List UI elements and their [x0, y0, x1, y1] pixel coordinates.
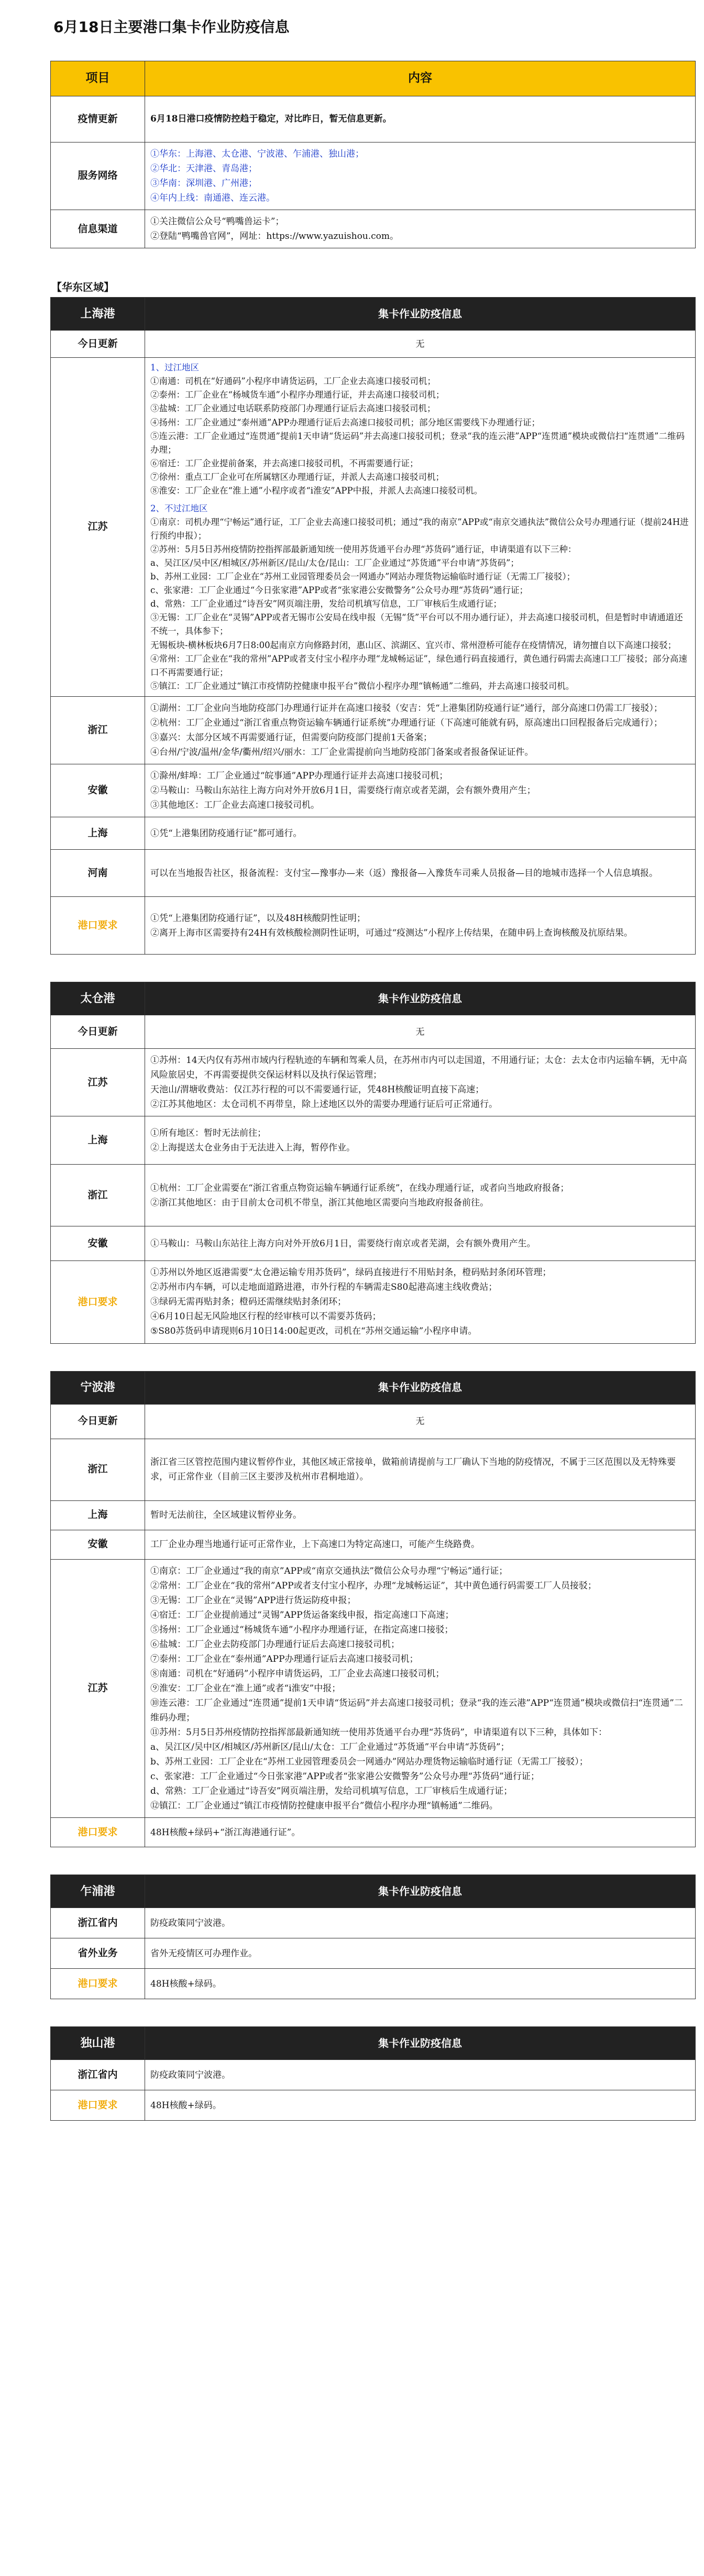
shanghai-info	[145, 1116, 696, 1165]
port-header: 集卡作业防疫信息	[145, 1371, 696, 1404]
info-line: ⑤扬州：工厂企业通过“杨城货车通”小程序办理通行证，在指定高速口接驳；	[150, 1624, 454, 1635]
row-label: 浙江	[51, 1439, 145, 1500]
row-value: 防疫政策同宁波港。	[145, 2060, 696, 2090]
zhejiang-info: 浙江省三区管控范围内建议暂停作业，其他区域正常接单，做箱前请提前与工厂确认下当地的防疫情况，不属于三区范围以及无特殊要求，可正常作业（目前三区主要涉及杭州市君桐地道）。	[145, 1439, 696, 1500]
info-line: ②马鞍山：马鞍山东站往上海方向对外开放6月1日，需要绕行南京或者芜湖，会有额外费用产生；	[150, 785, 536, 796]
info-line: ④常州：工厂企业在“我的常州”APP或者支付宝小程序办理“龙城畅运证”，绿色通行码直接通行，黄色通行码需去高速口工厂接驳；部分高速口不再需要通行证；	[150, 653, 687, 677]
summary-table	[50, 61, 696, 248]
info-line: a、吴江区/吴中区/相城区/苏州新区/昆山/太仓/昆山：工厂企业通过“苏货通”平台申请“苏货码”；	[150, 558, 519, 568]
zhejiang-info	[145, 696, 696, 764]
info-line: ⑥宿迁：工厂企业提前备案，并去高速口接驳司机，不再需要通行证；	[150, 458, 419, 468]
info-line: ④台州/宁波/温州/金华/衢州/绍兴/丽水：工厂企业需提前向当地防疫部门备案或者报备保证证件。	[150, 747, 534, 758]
row-value: 省外无疫情区可办理作业。	[145, 1938, 696, 1969]
summary-label-channel: 信息渠道	[51, 210, 145, 248]
info-line: d、常熟：工厂企业通过“诗吾安”网页端注册，发给司机填写信息，工厂审核后生成通行证；	[150, 1786, 513, 1797]
info-line: ④扬州：工厂企业通过“泰州通”APP办理通行证后去高速口接驳司机；部分地区需要线下办理通行证；	[150, 417, 540, 427]
port-requirement-info	[145, 1261, 696, 1343]
anhui-info: 工厂企业办理当地通行证可正常作业，上下高速口为特定高速口，可能产生绕路费。	[145, 1530, 696, 1559]
channel-line: ①关注微信公众号“鸭嘴兽运卡”；	[150, 216, 284, 227]
row-value: 48H核酸+绿码。	[145, 1969, 696, 1999]
info-line: ⑧淮安：工厂企业在“淮上通”小程序或者“i淮安”APP中报，并派人去高速口接驳司机。	[150, 485, 483, 496]
summary-value-network	[145, 142, 696, 210]
info-line: ②泰州：工厂企业在“杨城货车通”小程序办理通行证，并去高速口接驳司机；	[150, 390, 445, 400]
info-line: ③嘉兴：太部分区域不再需要通行证，但需要向防疫部门提前1天备案；	[150, 732, 432, 743]
henan-info: 可以在当地报告社区，报备流程：支付宝—豫事办—来（返）豫报备—入豫货车司乘人员报备—目的地城市选择一个人信息填报。	[145, 850, 696, 897]
row-label: 省外业务	[51, 1938, 145, 1969]
row-label: 浙江省内	[51, 1908, 145, 1938]
row-label: 上海	[51, 817, 145, 850]
info-line: d、常熟：工厂企业通过“诗吾安”网页端注册，发给司机填写信息，工厂审核后生成通行证；	[150, 599, 502, 609]
info-line: ⑤S80苏货码申请现则6月10日14:00起更改，司机在“苏州交通运输”小程序申请。	[150, 1326, 477, 1337]
info-line: 无锡板块-横林板块6月7日8:00起南京方向修路封闭，惠山区、滨湖区、宜兴市、常州澄桥可能存在疫情情况，请勿擅自以下高速口接驳；	[150, 640, 677, 650]
port-header: 集卡作业防疫信息	[145, 982, 696, 1015]
info-line: ⑫镇江：工厂企业通过“镇江市疫情防控健康申报平台”微信小程序办理“镇畅通”二维码。	[150, 1801, 498, 1812]
port-requirement-label: 港口要求	[51, 2090, 145, 2121]
port-requirement-label: 港口要求	[51, 1261, 145, 1343]
info-line: ⑩连云港：工厂企业通过“连贯通”提前1天申请“货运码”并去高速口接驳司机；登录“我的连云港”APP“连贯通”模块或微信扫“连贯通”二维码办理；	[150, 1697, 683, 1723]
network-line: ④年内上线：南通港、连云港。	[150, 193, 275, 204]
ningbo-port-table	[50, 1371, 696, 1848]
info-line: b、苏州工业园：工厂企业在“苏州工业园管理委员会一网通办”网站办理货物运输临时通行证（无需工厂接驳）；	[150, 1757, 588, 1768]
row-label: 江苏	[51, 1559, 145, 1818]
info-line: ②江苏其他地区：太仓司机不再带皇，除上述地区以外的需要办理通行证后可正常通行。	[150, 1099, 498, 1110]
info-line: ②苏州：5月5日苏州疫情防控指挥部最新通知统一使用苏货通平台办理“苏货码”通行证，申请渠道有以下三种：	[150, 544, 577, 555]
channel-line[interactable]: ②登陆“鸭嘴兽官网”，网址：https://www.yazuishou.com。	[150, 231, 399, 242]
info-line: ③盐城：工厂企业通过电话联系防疫部门办理通行证后去高速口接驳司机；	[150, 403, 436, 414]
dushan-port-table	[50, 2026, 696, 2121]
jiangsu-info	[145, 1049, 696, 1116]
info-line: ①所有地区：暂时无法前往；	[150, 1127, 266, 1138]
port-name: 乍浦港	[51, 1875, 145, 1908]
today-update-value: 无	[145, 1404, 696, 1439]
row-label: 安徽	[51, 764, 145, 817]
row-label: 河南	[51, 850, 145, 897]
row-label: 江苏	[51, 1049, 145, 1116]
info-line: ①湖州：工厂企业向当地防疫部门办理通行证并在高速口接驳（安吉：凭“上港集团防疫通行证”通行，部分高速口仍需工厂接驳）；	[150, 703, 663, 714]
row-label: 浙江	[51, 696, 145, 764]
port-requirement-label: 港口要求	[51, 1818, 145, 1847]
shanghai-info: 暂时无法前往，全区域建议暂停业务。	[145, 1500, 696, 1530]
today-update-value: 无	[145, 1015, 696, 1049]
port-name: 独山港	[51, 2027, 145, 2060]
summary-value-epidemic	[145, 96, 696, 142]
port-name: 宁波港	[51, 1371, 145, 1404]
info-line: ①南京：工厂企业通过“我的南京”APP或“南京交通执法”微信公众号办理“宁畅运”通行证；	[150, 1565, 508, 1576]
port-name: 太仓港	[51, 982, 145, 1015]
info-line: ⑤镇江：工厂企业通过“镇江市疫情防控健康申报平台”微信小程序办理“镇畅通”二维码，并去高速口接驳司机。	[150, 681, 575, 691]
info-line: ⑥盐城：工厂企业去防疫部门办理通行证后去高速口接驳司机；	[150, 1639, 400, 1650]
info-line: ⑧南通：司机在“好通码”小程序申请货运码，工厂企业去高速口接驳司机；	[150, 1668, 445, 1679]
summary-col-item: 项目	[51, 61, 145, 96]
network-line: ③华南：深圳港、广州港；	[150, 178, 257, 189]
shanghai-info: ①凭“上港集团防疫通行证”都可通行。	[145, 817, 696, 850]
info-line: c、张家港：工厂企业通过“今日张家港”APP或者“张家港公安微警务”公众号办理“苏货码”通行证；	[150, 585, 528, 596]
info-line: ①南通：司机在“好通码”小程序申请货运码，工厂企业去高速口接驳司机；	[150, 376, 436, 387]
port-requirement-label: 港口要求	[51, 1969, 145, 1999]
info-line: ①苏州：14天内仅有苏州市域内行程轨迹的车辆和驾乘人员，在苏州市内可以走国道，不用通行证；太仓：去太仓市内运输车辆，无中高风险旅居史，不再需要提供交保运材料以及执行保运管理；	[150, 1055, 687, 1081]
info-line: ②浙江其他地区：由于目前太仓司机不带皇，浙江其他地区需要向当地政府报备前往。	[150, 1197, 489, 1208]
info-line: ①凭“上港集团防疫通行证”，以及48H核酸阴性证明；	[150, 913, 366, 924]
info-line: 天池山/渭塘收费站：仅江苏行程的可以不需要通行证，凭48H核酸证明直接下高速；	[150, 1084, 485, 1095]
info-line: ③无锡：工厂企业在“灵锡”APP进行货运防疫申报；	[150, 1595, 356, 1606]
zhapu-port-table	[50, 1875, 696, 1999]
summary-value-channel	[145, 210, 696, 248]
epidemic-line: 6月18日港口疫情防控趋于稳定，对比昨日，暂无信息更新。	[150, 114, 392, 125]
anhui-info: ①马鞍山：马鞍山东站往上海方向对外开放6月1日，需要绕行南京或者芜湖，会有额外费用产生。	[145, 1226, 696, 1261]
network-line: ②华北：天津港、青岛港；	[150, 163, 257, 174]
info-line: ④宿迁：工厂企业提前通过“灵锡”APP货运备案线申报，指定高速口下高速；	[150, 1609, 454, 1620]
port-requirement-label: 港口要求	[51, 897, 145, 955]
jiangsu-info	[145, 1559, 696, 1818]
row-label: 浙江	[51, 1165, 145, 1226]
info-line: ①滁州/蚌埠：工厂企业通过“皖事通”APP办理通行证并去高速口接驳司机；	[150, 770, 448, 781]
port-requirement-info: 48H核酸+绿码+“浙江海港通行证”。	[145, 1818, 696, 1847]
row-label: 今日更新	[51, 331, 145, 358]
zhejiang-info	[145, 1165, 696, 1226]
summary-col-content: 内容	[145, 61, 696, 96]
summary-label-epidemic: 疫情更新	[51, 96, 145, 142]
port-requirement-info	[145, 897, 696, 955]
info-line: ①南京：司机办理“宁畅运”通行证，工厂企业去高速口接驳司机；通过“我的南京”APP或“南京交通执法”微信公众号办理通行证（提前24H进行预约申报）；	[150, 517, 689, 541]
region-label: 【华东区域】	[51, 281, 114, 294]
info-line: ⑤连云港：工厂企业通过“连贯通”提前1天申请“货运码”并去高速口接驳司机；登录“我的连云港”APP“连贯通”模块或微信扫“连贯通”二维码办理；	[150, 431, 685, 455]
info-line: 2、不过江地区	[150, 503, 208, 513]
info-line: ②杭州：工厂企业通过“浙江省重点物资运输车辆通行证系统”办理通行证（下高速可能就有码，原高速出口回程报备后完成通行）；	[150, 717, 663, 728]
info-line: a、吴江区/吴中区/相城区/苏州新区/昆山/太仓：工厂企业通过“苏货通”平台申请“苏货码”；	[150, 1742, 510, 1753]
row-label: 今日更新	[51, 1404, 145, 1439]
row-label: 上海	[51, 1500, 145, 1530]
shanghai-port-table	[50, 297, 696, 955]
info-line: ①苏州以外地区返港需要“太仓港运输专用苏货码”，绿码直接进行不用贴封条，橙码贴封条闭环管理；	[150, 1267, 552, 1278]
info-line: ⑦徐州：重点工厂企业可在所属辖区办理通行证，并派人去高速口接驳司机；	[150, 472, 444, 482]
row-value: 48H核酸+绿码。	[145, 2090, 696, 2121]
jiangsu-info	[145, 358, 696, 697]
page-title: 6月18日主要港口集卡作业防疫信息	[53, 18, 290, 36]
info-line: c、张家港：工厂企业通过“今日张家港”APP或者“张家港公安微警务”公众号办理“苏货码”通行证；	[150, 1771, 540, 1782]
row-value: 防疫政策同宁波港。	[145, 1908, 696, 1938]
taicang-port-table	[50, 982, 696, 1343]
row-label: 安徽	[51, 1226, 145, 1261]
network-line: ①华东：上海港、太仓港、宁波港、乍浦港、独山港；	[150, 149, 364, 159]
info-line: ②苏州市内车辆，可以走地面道路进港，市外行程的车辆需走S80起港高速主线收费站；	[150, 1282, 498, 1293]
info-line: ⑦泰州：工厂企业在“泰州通”APP办理通行证后去高速口接驳司机；	[150, 1653, 419, 1664]
info-line: ③无锡：工厂企业在“灵锡”APP或者无锡市公安局在线申报（无锡“货”平台可以不用办通行证），并去高速口接驳司机，但是暂时申请通道还不统一，具体参下；	[150, 612, 683, 637]
anhui-info	[145, 764, 696, 817]
info-line: ②常州：工厂企业在“我的常州”APP或者支付宝小程序，办理“龙城畅运证”，其中黄色通行码需要工厂人员接驳；	[150, 1580, 597, 1591]
info-line: ②离开上海市区需要持有24H有效核酸检测阴性证明，可通过“疫测达”小程序上传结果，在随申码上查询核酸及抗原结果。	[150, 927, 633, 938]
port-header: 集卡作业防疫信息	[145, 1875, 696, 1908]
row-label: 上海	[51, 1116, 145, 1165]
info-line: 1、过江地区	[150, 363, 199, 373]
info-line: b、苏州工业园：工厂企业在“苏州工业园管理委员会一网通办”网站办理货物运输临时通行证（无需工厂接驳）；	[150, 572, 576, 582]
row-label: 安徽	[51, 1530, 145, 1559]
info-line: ②上海提送太仓业务由于无法进入上海，暂停作业。	[150, 1142, 355, 1153]
info-line: ③其他地区：工厂企业去高速口接驳司机。	[150, 800, 320, 811]
port-name: 上海港	[51, 298, 145, 331]
row-label: 浙江省内	[51, 2060, 145, 2090]
port-header: 集卡作业防疫信息	[145, 298, 696, 331]
info-line: ①杭州：工厂企业需要在“浙江省重点物资运输车辆通行证系统”，在线办理通行证，或者向当地政府报备；	[150, 1182, 569, 1193]
info-line: ④6月10日起无风险地区行程的经审核可以不需要苏货码；	[150, 1311, 381, 1322]
info-line: ⑨淮安：工厂企业在“淮上通”或者“i淮安”中报；	[150, 1683, 341, 1694]
today-update-value: 无	[145, 331, 696, 358]
row-label: 今日更新	[51, 1015, 145, 1049]
row-label: 江苏	[51, 358, 145, 697]
info-line: ⑪苏州：5月5日苏州疫情防控指挥部最新通知统一使用苏货通平台办理“苏货码”，申请渠道有以下三种，具体如下：	[150, 1727, 608, 1738]
port-header: 集卡作业防疫信息	[145, 2027, 696, 2060]
info-line: ③绿码无需再贴封条；橙码还需继续贴封条闭环；	[150, 1297, 346, 1308]
summary-label-network: 服务网络	[51, 142, 145, 210]
